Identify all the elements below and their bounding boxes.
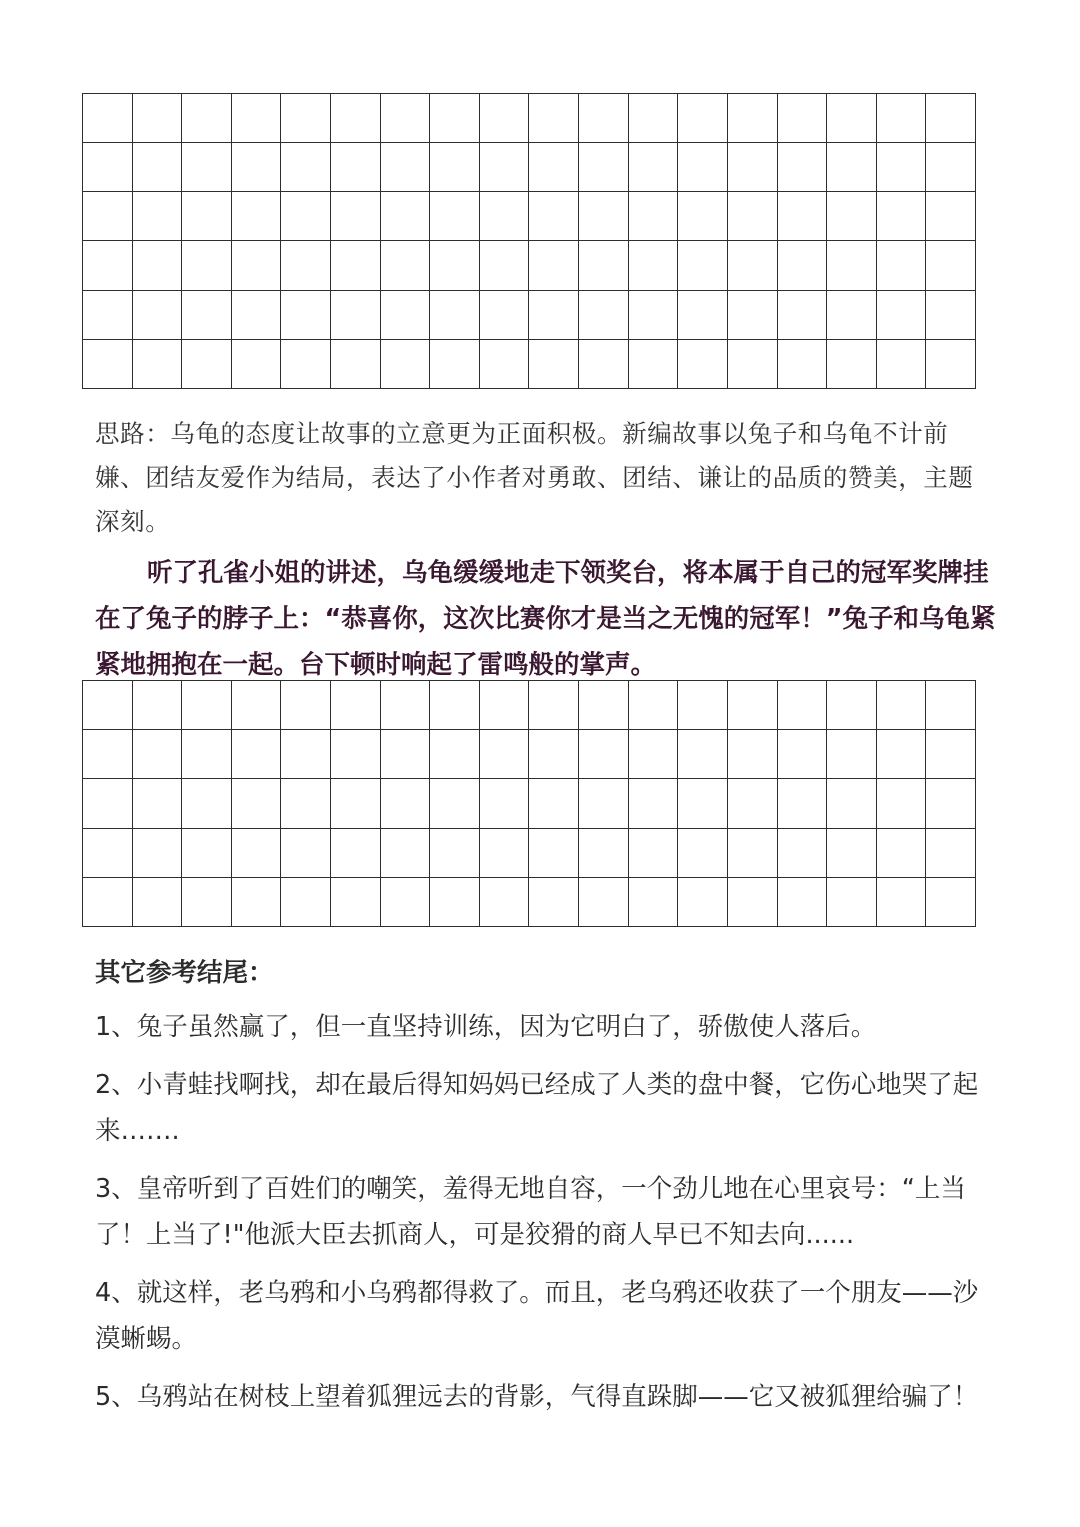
grid-cell (628, 681, 678, 730)
grid-cell (380, 730, 430, 779)
grid-cell (331, 241, 381, 290)
grid-cell (529, 730, 579, 779)
grid-row (83, 877, 976, 926)
grid-cell (678, 290, 728, 339)
ending-item-3: 3、皇帝听到了百姓们的嘲笑，羞得无地自容，一个劲儿地在心里哀号：“上当了！上当了!"他派大臣去抓商人，可是狡猾的商人早已不知去向...... (95, 1174, 966, 1250)
grid-cell (380, 877, 430, 926)
grid-cell (727, 828, 777, 877)
grid-cell (281, 290, 331, 339)
grid-cell (628, 94, 678, 143)
grid-cell (876, 828, 926, 877)
grid-cell (727, 143, 777, 192)
ending-item-4: 4、就这样，老乌鸦和小乌鸦都得救了。而且，老乌鸦还收获了一个朋友——沙漠蜥蜴。 (95, 1278, 979, 1354)
grid-cell (83, 143, 133, 192)
grid-cell (281, 192, 331, 241)
grid-cell (529, 94, 579, 143)
grid-cell (231, 730, 281, 779)
grid-cell (83, 681, 133, 730)
grid-cell (132, 143, 182, 192)
grid-cell (827, 828, 877, 877)
grid-cell (777, 241, 827, 290)
grid-cell (727, 339, 777, 388)
grid-cell (430, 779, 480, 828)
other-endings-section (95, 950, 1000, 1432)
grid-cell (579, 779, 629, 828)
grid-cell (529, 241, 579, 290)
grid-cell (926, 779, 976, 828)
grid-cell (628, 877, 678, 926)
grid-cell (579, 290, 629, 339)
grid-cell (83, 877, 133, 926)
grid-cell (579, 828, 629, 877)
grid-cell (529, 681, 579, 730)
grid-row (83, 241, 976, 290)
grid-cell (876, 877, 926, 926)
grid-cell (430, 828, 480, 877)
grid-cell (231, 241, 281, 290)
grid-cell (579, 143, 629, 192)
grid-cell (281, 877, 331, 926)
grid-cell (628, 241, 678, 290)
grid-cell (182, 143, 232, 192)
grid-cell (331, 143, 381, 192)
grid-cell (380, 828, 430, 877)
grid-cell (926, 828, 976, 877)
grid-cell (380, 339, 430, 388)
grid-cell (430, 241, 480, 290)
ending-item-1: 1、兔子虽然赢了，但一直坚持训练，因为它明白了，骄傲使人落后。 (95, 1012, 877, 1042)
grid-cell (231, 143, 281, 192)
grid-cell (83, 828, 133, 877)
grid-cell (827, 192, 877, 241)
grid-cell (579, 730, 629, 779)
grid-cell (777, 192, 827, 241)
grid-cell (529, 192, 579, 241)
grid-cell (132, 779, 182, 828)
grid-cell (727, 877, 777, 926)
grid-cell (678, 339, 728, 388)
grid-cell (926, 241, 976, 290)
grid-cell (231, 290, 281, 339)
grid-cell (727, 730, 777, 779)
grid-cell (231, 339, 281, 388)
grid-cell (132, 94, 182, 143)
grid-cell (281, 241, 331, 290)
grid-cell (628, 339, 678, 388)
grid-cell (231, 779, 281, 828)
writing-hint: 思路：乌龟的态度让故事的立意更为正面积极。新编故事以兔子和乌龟不计前嫌、团结友爱作为结局，表达了小作者对勇敢、团结、谦让的品质的赞美，主题深刻。 (95, 419, 974, 536)
grid-cell (132, 290, 182, 339)
grid-cell (827, 877, 877, 926)
grid-cell (628, 290, 678, 339)
writing-grid-top (82, 93, 976, 389)
grid-cell (331, 779, 381, 828)
grid-cell (678, 730, 728, 779)
grid-cell (678, 779, 728, 828)
ending-item-5: 5、乌鸦站在树枝上望着狐狸远去的背影，气得直跺脚——它又被狐狸给骗了！ (95, 1382, 979, 1412)
grid-row (83, 143, 976, 192)
grid-cell (430, 290, 480, 339)
grid-cell (727, 94, 777, 143)
grid-row (83, 290, 976, 339)
grid-cell (132, 192, 182, 241)
grid-row (83, 828, 976, 877)
grid-cell (331, 877, 381, 926)
grid-cell (83, 290, 133, 339)
grid-cell (281, 143, 331, 192)
grid-cell (727, 779, 777, 828)
grid-cell (926, 339, 976, 388)
grid-cell (182, 94, 232, 143)
ending-item-2: 2、小青蛙找啊找，却在最后得知妈妈已经成了人类的盘中餐，它伤心地哭了起来……. (95, 1070, 979, 1146)
grid-cell (777, 681, 827, 730)
grid-cell (777, 94, 827, 143)
grid-cell (827, 94, 877, 143)
grid-cell (479, 290, 529, 339)
grid-cell (727, 681, 777, 730)
grid-cell (430, 94, 480, 143)
grid-cell (281, 339, 331, 388)
grid-cell (777, 339, 827, 388)
grid-cell (182, 339, 232, 388)
grid-cell (83, 94, 133, 143)
grid-cell (430, 339, 480, 388)
grid-cell (479, 241, 529, 290)
grid-cell (529, 143, 579, 192)
other-endings-title: 其它参考结尾： (95, 958, 274, 988)
grid-cell (83, 339, 133, 388)
grid-cell (479, 94, 529, 143)
grid-cell (678, 192, 728, 241)
grid-cell (479, 143, 529, 192)
grid-cell (628, 730, 678, 779)
grid-row (83, 779, 976, 828)
grid-cell (331, 828, 381, 877)
grid-cell (331, 290, 381, 339)
grid-cell (579, 241, 629, 290)
grid-cell (926, 681, 976, 730)
grid-cell (132, 339, 182, 388)
grid-cell (132, 828, 182, 877)
grid-cell (380, 94, 430, 143)
grid-cell (827, 681, 877, 730)
grid-cell (331, 339, 381, 388)
grid-cell (926, 877, 976, 926)
grid-cell (827, 241, 877, 290)
grid-cell (777, 828, 827, 877)
grid-cell (678, 143, 728, 192)
grid-cell (579, 681, 629, 730)
grid-cell (380, 779, 430, 828)
grid-cell (579, 192, 629, 241)
grid-cell (926, 94, 976, 143)
grid-cell (380, 192, 430, 241)
grid-cell (281, 730, 331, 779)
grid-cell (182, 828, 232, 877)
grid-cell (529, 290, 579, 339)
grid-cell (628, 779, 678, 828)
grid-cell (83, 192, 133, 241)
grid-cell (380, 241, 430, 290)
grid-cell (380, 290, 430, 339)
sample-ending-paragraph: 听了孔雀小姐的讲述，乌龟缓缓地走下领奖台，将本属于自己的冠军奖牌挂在了兔子的脖子上：“恭喜你，这次比赛你才是当之无愧的冠军！”兔子和乌龟紧紧地拥抱在一起。台下顿时响起了雷鸣般的掌声。 (95, 558, 996, 680)
grid-cell (926, 290, 976, 339)
grid-cell (529, 339, 579, 388)
grid-cell (182, 730, 232, 779)
grid-row (83, 730, 976, 779)
grid-cell (827, 143, 877, 192)
grid-cell (727, 290, 777, 339)
grid-cell (231, 94, 281, 143)
grid-cell (678, 94, 728, 143)
grid-cell (83, 241, 133, 290)
grid-cell (430, 730, 480, 779)
grid-cell (777, 877, 827, 926)
grid-cell (182, 681, 232, 730)
grid-row (83, 339, 976, 388)
grid-cell (182, 877, 232, 926)
grid-cell (926, 730, 976, 779)
grid-cell (876, 681, 926, 730)
grid-cell (876, 339, 926, 388)
grid-cell (281, 94, 331, 143)
grid-cell (182, 192, 232, 241)
grid-cell (132, 681, 182, 730)
grid-cell (430, 143, 480, 192)
grid-cell (876, 192, 926, 241)
grid-cell (132, 241, 182, 290)
grid-cell (132, 877, 182, 926)
grid-cell (231, 828, 281, 877)
grid-cell (827, 779, 877, 828)
grid-cell (876, 94, 926, 143)
grid-cell (479, 828, 529, 877)
grid-cell (628, 192, 678, 241)
grid-cell (479, 877, 529, 926)
grid-cell (876, 290, 926, 339)
grid-cell (479, 779, 529, 828)
grid-cell (827, 339, 877, 388)
grid-cell (579, 339, 629, 388)
grid-cell (727, 241, 777, 290)
grid-cell (430, 681, 480, 730)
grid-cell (479, 192, 529, 241)
grid-cell (479, 339, 529, 388)
grid-cell (281, 828, 331, 877)
grid-row (83, 192, 976, 241)
grid-row (83, 681, 976, 730)
grid-cell (380, 143, 430, 192)
grid-cell (777, 730, 827, 779)
grid-cell (331, 730, 381, 779)
grid-cell (876, 241, 926, 290)
grid-cell (331, 94, 381, 143)
grid-cell (331, 192, 381, 241)
grid-cell (529, 877, 579, 926)
grid-cell (827, 730, 877, 779)
grid-cell (331, 681, 381, 730)
grid-cell (876, 779, 926, 828)
grid-cell (777, 143, 827, 192)
grid-row (83, 94, 976, 143)
grid-cell (231, 877, 281, 926)
grid-cell (777, 779, 827, 828)
grid-cell (628, 143, 678, 192)
grid-cell (579, 877, 629, 926)
grid-cell (281, 681, 331, 730)
grid-cell (182, 290, 232, 339)
grid-cell (628, 828, 678, 877)
grid-cell (529, 779, 579, 828)
grid-cell (132, 730, 182, 779)
grid-cell (479, 681, 529, 730)
grid-cell (926, 192, 976, 241)
grid-cell (727, 192, 777, 241)
grid-cell (579, 94, 629, 143)
grid-cell (231, 192, 281, 241)
grid-cell (430, 192, 480, 241)
grid-cell (678, 241, 728, 290)
grid-cell (182, 779, 232, 828)
grid-cell (827, 290, 877, 339)
grid-cell (182, 241, 232, 290)
grid-cell (380, 681, 430, 730)
grid-cell (876, 143, 926, 192)
grid-cell (777, 290, 827, 339)
grid-cell (430, 877, 480, 926)
grid-cell (926, 143, 976, 192)
grid-cell (678, 877, 728, 926)
grid-cell (83, 730, 133, 779)
grid-cell (678, 681, 728, 730)
grid-cell (876, 730, 926, 779)
grid-cell (529, 828, 579, 877)
grid-cell (83, 779, 133, 828)
grid-cell (281, 779, 331, 828)
grid-cell (231, 681, 281, 730)
grid-cell (678, 828, 728, 877)
writing-grid-bottom (82, 680, 976, 927)
grid-cell (479, 730, 529, 779)
